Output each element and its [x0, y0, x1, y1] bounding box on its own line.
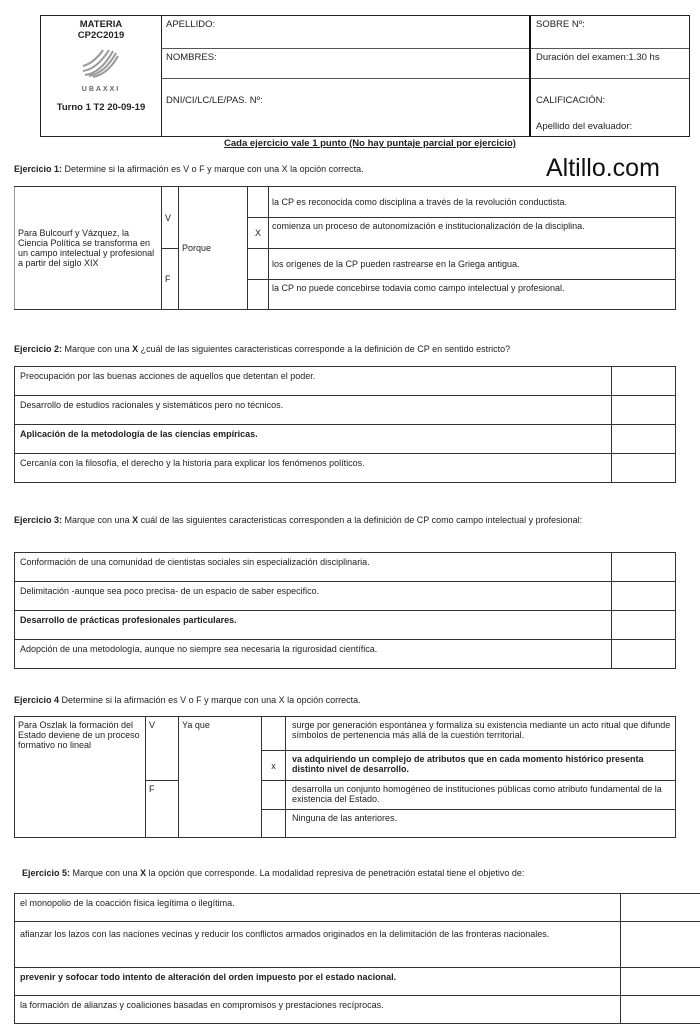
- ejercicio2-option-2: Aplicación de la metodología de las ciencias empíricas.: [15, 425, 612, 454]
- ejercicio4-mark-2[interactable]: [262, 781, 286, 810]
- ejercicio1-table: [14, 186, 676, 310]
- ejercicio4-mark-3[interactable]: [262, 810, 286, 838]
- nombres-label: NOMBRES:: [166, 52, 217, 63]
- watermark: Altillo.com: [546, 154, 660, 182]
- ejercicio5-mark-3[interactable]: [621, 996, 700, 1024]
- ejercicio3-mark-0[interactable]: [612, 553, 676, 582]
- ejercicio1-option-2: los orígenes de la CP pueden rastrearse en la Griega antigua.: [269, 249, 676, 280]
- ejercicio1-label: Ejercicio 1:: [14, 164, 63, 174]
- ejercicio2-mark-3[interactable]: [612, 454, 676, 483]
- ejercicio4-connector: Ya que: [179, 717, 262, 838]
- ejercicio4-f-cell[interactable]: F: [146, 781, 179, 838]
- ejercicio4-table: [14, 716, 676, 838]
- ejercicio4-mark-1[interactable]: x: [262, 751, 286, 781]
- ejercicio4-text: Determine si la afirmación es V o F y marque con una X la opción correcta.: [59, 695, 361, 705]
- ejercicio4-question: [14, 695, 361, 705]
- subject-cell: [41, 16, 162, 136]
- ejercicio2-label: Ejercicio 2:: [14, 344, 63, 354]
- admin-fields: [529, 16, 689, 136]
- logo-text: UBAXXI: [81, 86, 121, 93]
- exam-header: [40, 15, 690, 137]
- ejercicio3-label: Ejercicio 3:: [14, 515, 63, 525]
- calificacion-label: CALIFICACIÓN:: [536, 95, 606, 106]
- ejercicio3-table: [14, 552, 676, 669]
- sobre-field[interactable]: [531, 16, 689, 49]
- ejercicio4-v-cell[interactable]: V: [146, 717, 179, 781]
- ejercicio2-mark-0[interactable]: [612, 367, 676, 396]
- turno-label: Turno 1 T2 20-09-19: [56, 102, 146, 113]
- dni-label: DNI/CI/LC/LE/PAS. Nº:: [166, 95, 263, 106]
- ejercicio2-option-1: Desarrollo de estudios racionales y sistemáticos pero no técnicos.: [15, 396, 612, 425]
- ejercicio1-connector: Porque: [179, 187, 248, 310]
- ejercicio5-question: [22, 868, 524, 878]
- nombres-field[interactable]: [161, 49, 529, 79]
- ejercicio1-f-cell[interactable]: F: [162, 249, 179, 310]
- ejercicio5-option-3: la formación de alianzas y coaliciones basadas en compromisos y prestaciones recíprocas.: [15, 996, 621, 1024]
- ejercicio2-mark-2[interactable]: [612, 425, 676, 454]
- apellido-field[interactable]: [161, 16, 529, 49]
- duracion-field: [531, 49, 689, 79]
- ejercicio2-option-0: Preocupación por las buenas acciones de aquellos que detentan el poder.: [15, 367, 612, 396]
- ejercicio1-question: [14, 164, 364, 174]
- ejercicio4-statement: Para Oszlak la formación del Estado deviene de un proceso formativo no lineal: [15, 717, 146, 838]
- ejercicio5-table: [14, 893, 700, 1024]
- ejercicio3-option-3: Adopción de una metodología, aunque no siempre sea necesaria la rigurosidad científica.: [15, 640, 612, 669]
- ejercicio3-x: X: [132, 515, 139, 525]
- ejercicio3-option-2: Desarrollo de prácticas profesionales particulares.: [15, 611, 612, 640]
- apellido-label: APELLIDO:: [166, 19, 216, 30]
- ejercicio4-label: Ejercicio 4: [14, 695, 60, 705]
- ejercicio2-text-pre: Marque con una: [62, 344, 133, 354]
- ejercicio2-mark-1[interactable]: [612, 396, 676, 425]
- ubaxxi-logo-icon: [81, 47, 121, 81]
- ejercicio3-option-1: Delimitación -aunque sea poco precisa- de un espacio de saber especifico.: [15, 582, 612, 611]
- ejercicio2-table: [14, 366, 676, 483]
- instructions-title: Cada ejercicio vale 1 punto (No hay puntaje parcial por ejercicio): [224, 138, 516, 149]
- ejercicio1-option-0: la CP es reconocida como disciplina a través de la revolución conductista.: [269, 187, 676, 218]
- ejercicio5-option-2: prevenir y sofocar todo intento de alteración del orden impuesto por el estado nacional.: [15, 968, 621, 996]
- ejercicio3-text-post: cuál de las siguientes caracteristicas corresponden a la definición de CP como campo intelectual y profesional:: [138, 515, 583, 525]
- ejercicio5-x: X: [140, 868, 147, 878]
- ejercicio1-option-1: comienza un proceso de autonomización e institucionalización de la disciplina.: [269, 218, 676, 249]
- evaluador-label: Apellido del evaluador:: [536, 121, 633, 132]
- ejercicio2-text-post: ¿cuál de las siguientes caracteristicas corresponde a la definición de CP en sentido estricto?: [138, 344, 511, 354]
- ejercicio1-text: Determine si la afirmación es V o F y marque con una X la opción correcta.: [62, 164, 364, 174]
- ejercicio3-question: [14, 512, 654, 529]
- ejercicio1-v-cell[interactable]: V: [162, 187, 179, 249]
- ejercicio5-text-pre: Marque con una: [70, 868, 141, 878]
- materia-label: MATERIA: [79, 19, 123, 30]
- ejercicio2-x: X: [132, 344, 139, 354]
- dni-field[interactable]: [161, 79, 529, 136]
- ejercicio1-statement: Para Bulcourf y Vázquez, la Ciencia Política se transforma en un campo intelectual y profesional a partir del siglo XIX: [15, 187, 162, 310]
- ejercicio4-option-2: desarrolla un conjunto homogéneo de instituciones públicas como atributo fundamental de la existencia del Estado.: [286, 781, 676, 810]
- sobre-label: SOBRE Nº:: [536, 19, 585, 30]
- ejercicio5-mark-0[interactable]: [621, 894, 700, 922]
- ejercicio1-mark-2[interactable]: [248, 249, 269, 280]
- calificacion-field[interactable]: [531, 79, 689, 136]
- ejercicio4-option-0: surge por generación espontánea y formaliza su existencia mediante un acto ritual que difunde símbolos de pertenencia más allá de la cuestión territorial.: [286, 717, 676, 751]
- ejercicio5-mark-1[interactable]: [621, 922, 700, 968]
- ejercicio3-text-pre: Marque con una: [62, 515, 133, 525]
- ejercicio1-option-3: la CP no puede concebirse todavia como campo intelectual y profesional.: [269, 280, 676, 310]
- student-fields: [161, 16, 529, 136]
- ejercicio2-question: [14, 344, 510, 354]
- ejercicio3-option-0: Conformación de una comunidad de cientistas sociales sin especialización disciplinaria.: [15, 553, 612, 582]
- ejercicio4-mark-0[interactable]: [262, 717, 286, 751]
- ejercicio3-mark-3[interactable]: [612, 640, 676, 669]
- materia-code: CP2C2019: [77, 30, 125, 41]
- ejercicio1-mark-0[interactable]: [248, 187, 269, 218]
- ejercicio4-option-1: va adquiriendo un complejo de atributos que en cada momento histórico presenta distinto nivel de desarrollo.: [286, 751, 676, 781]
- ejercicio1-mark-1[interactable]: X: [248, 218, 269, 249]
- ejercicio5-text-post: la opción que corresponde. La modalidad represiva de penetración estatal tiene el objetivo de:: [146, 868, 525, 878]
- ejercicio5-label: Ejercicio 5:: [22, 868, 71, 878]
- ejercicio3-mark-2[interactable]: [612, 611, 676, 640]
- ejercicio4-option-3: Ninguna de las anteriores.: [286, 810, 676, 838]
- ejercicio5-option-1: afianzar los lazos con las naciones vecinas y reducir los conflictos armados originados en la delimitación de las fronteras nacionales.: [15, 922, 621, 968]
- ejercicio5-mark-2[interactable]: [621, 968, 700, 996]
- ejercicio5-option-0: el monopolio de la coacción física legítima o ilegítima.: [15, 894, 621, 922]
- ejercicio3-mark-1[interactable]: [612, 582, 676, 611]
- ejercicio1-mark-3[interactable]: [248, 280, 269, 310]
- ejercicio2-option-3: Cercanía con la filosofía, el derecho y la historia para explicar los fenómenos políticos.: [15, 454, 612, 483]
- duracion-label: Duración del examen:1.30 hs: [536, 52, 660, 63]
